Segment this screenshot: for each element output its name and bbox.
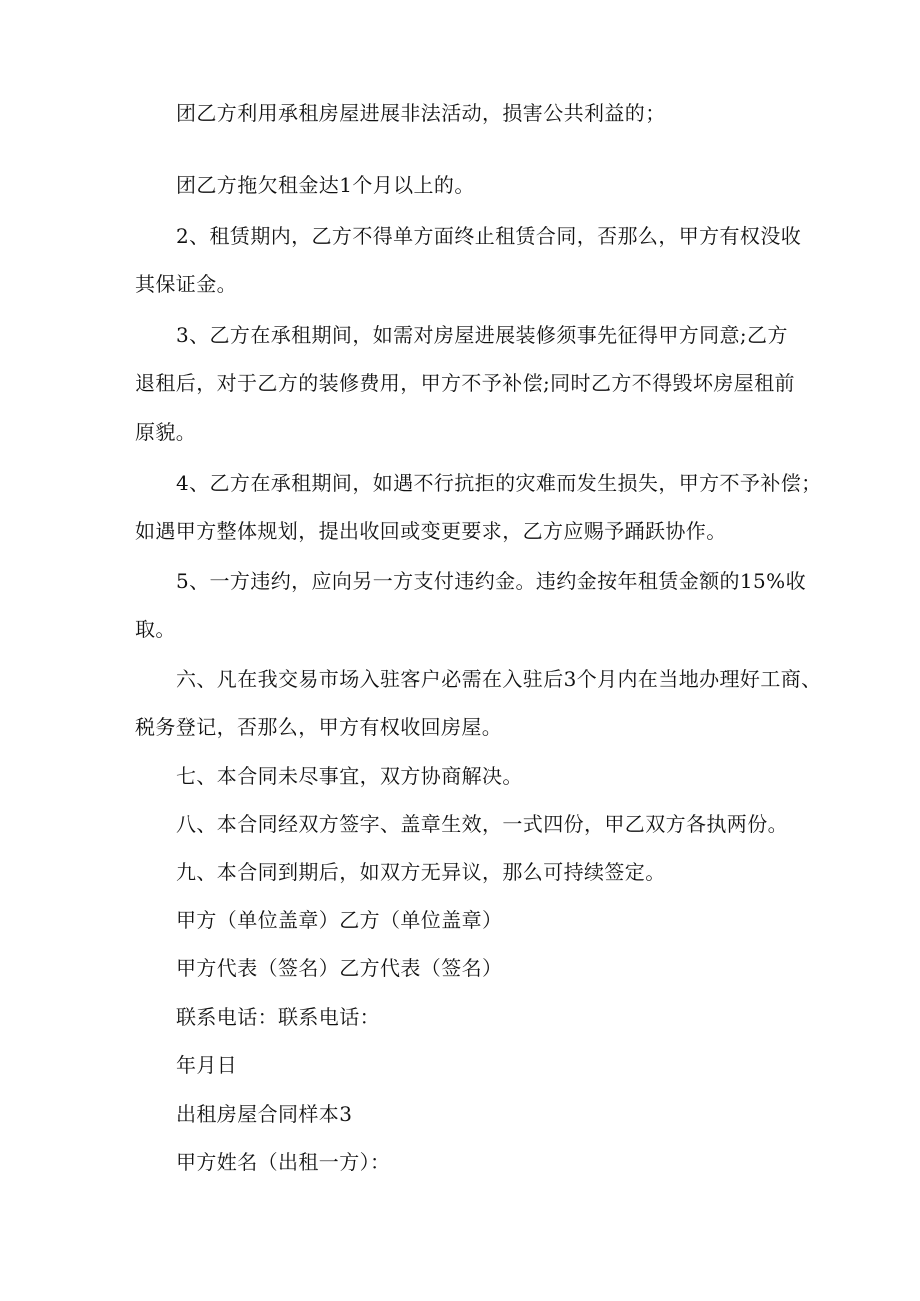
text-line-phone-line: 联系电话：联系电话： bbox=[176, 1005, 380, 1029]
text-line-section-9: 九、本合同到期后，如双方无异议，那么可持续签定。 bbox=[176, 860, 666, 884]
text-line-clause-5-cont: 取。 bbox=[135, 617, 176, 641]
text-line-section-6: 六、凡在我交易市场入驻客户必需在入驻后3个月内在当地办理好工商、 bbox=[176, 667, 822, 691]
text-line-clause-4-cont: 如遇甲方整体规划，提出收回或变更要求，乙方应赐予踊跃协作。 bbox=[135, 519, 727, 543]
text-line-clause-2: 2、租赁期内，乙方不得单方面终止租赁合同，否那么，甲方有权没收 bbox=[176, 224, 802, 248]
text-line-section-8: 八、本合同经双方签字、盖章生效，一式四份，甲乙双方各执两份。 bbox=[176, 812, 788, 836]
text-line-section-6-cont: 税务登记，否那么，甲方有权收回房屋。 bbox=[135, 715, 503, 739]
text-line-clause-3-cont-1: 退租后，对于乙方的装修费用，甲方不予补偿;同时乙方不得毁坏房屋租前 bbox=[135, 371, 795, 395]
text-line-seal-line: 甲方（单位盖章）乙方（单位盖章） bbox=[176, 908, 503, 932]
text-line-date-line: 年月日 bbox=[176, 1053, 238, 1077]
text-line-clause-illegal-activity: 团乙方利用承租房屋进展非法活动，损害公共利益的； bbox=[176, 101, 666, 125]
text-line-sample-title: 出租房屋合同样本3 bbox=[176, 1102, 353, 1126]
text-line-clause-4: 4、乙方在承租期间，如遇不行抗拒的灾难而发生损失，甲方不予补偿； bbox=[176, 471, 822, 495]
text-line-clause-rent-arrears: 团乙方拖欠租金达1个月以上的。 bbox=[176, 173, 475, 197]
text-line-clause-3: 3、乙方在承租期间，如需对房屋进展装修须事先征得甲方同意;乙方 bbox=[176, 323, 788, 347]
text-line-clause-5: 5、一方违约，应向另一方支付违约金。违约金按年租赁金额的15%收 bbox=[176, 569, 806, 593]
text-line-clause-2-cont: 其保证金。 bbox=[135, 272, 237, 296]
text-line-section-7: 七、本合同未尽事宜，双方协商解决。 bbox=[176, 764, 523, 788]
text-line-party-a-name: 甲方姓名（出租一方）： bbox=[176, 1150, 391, 1174]
text-line-clause-3-cont-2: 原貌。 bbox=[135, 420, 197, 444]
text-line-signature-line: 甲方代表（签名）乙方代表（签名） bbox=[176, 956, 503, 980]
